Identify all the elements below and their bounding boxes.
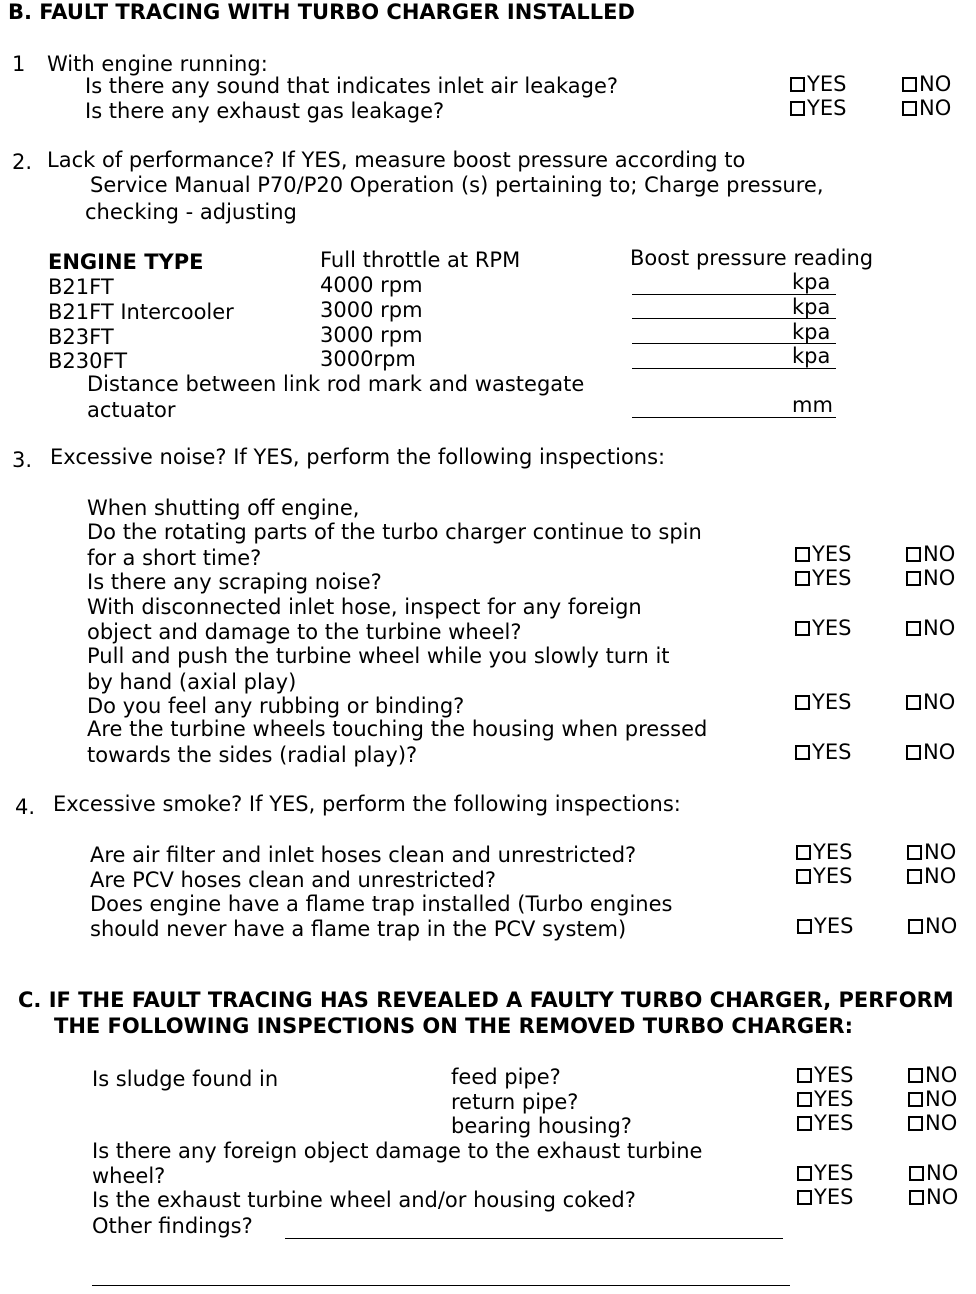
checkbox-square-icon — [906, 695, 921, 710]
yes-checkbox[interactable]: YES — [796, 840, 852, 864]
engine-type-cell: B21FT — [48, 275, 114, 299]
q2-line-3: checking - adjusting — [85, 200, 297, 224]
q3-line: towards the sides (radial play)? — [87, 743, 418, 767]
checkbox-square-icon — [907, 869, 922, 884]
q3-line: object and damage to the turbine wheel? — [87, 620, 522, 644]
sludge-location: return pipe? — [451, 1090, 579, 1114]
q2-line-2: Service Manual P70/P20 Operation (s) pertaining to; Charge pressure, — [90, 173, 824, 197]
q3-line: for a short time? — [87, 546, 262, 570]
section-c-line: wheel? — [92, 1164, 166, 1188]
section-c-title-line-1: C. IF THE FAULT TRACING HAS REVEALED A FAULTY TURBO CHARGER, PERFORM — [18, 988, 954, 1012]
engine-type-cell: B21FT Intercooler — [48, 300, 234, 324]
checkbox-square-icon — [908, 1068, 923, 1083]
sludge-location: feed pipe? — [451, 1065, 561, 1089]
checkbox-square-icon — [909, 1166, 924, 1181]
yes-checkbox[interactable]: YES — [795, 690, 851, 714]
q3-line: Pull and push the turbine wheel while you slowly turn it — [87, 644, 670, 668]
checkbox-square-icon — [797, 1190, 812, 1205]
checkbox-square-icon — [906, 621, 921, 636]
table-header-rpm: Full throttle at RPM — [320, 248, 521, 272]
no-checkbox[interactable]: NO — [902, 72, 951, 96]
boost-reading-field[interactable] — [632, 368, 836, 369]
rpm-cell: 4000 rpm — [320, 273, 423, 297]
yes-checkbox[interactable]: YES — [797, 1161, 853, 1185]
no-checkbox[interactable]: NO — [908, 1087, 957, 1111]
q4-line: Does engine have a flame trap installed (Turbo engines — [90, 892, 673, 916]
distance-label-line-1: Distance between link rod mark and wastegate — [87, 372, 585, 396]
unit-label: kpa — [792, 344, 831, 368]
checkbox-square-icon — [795, 571, 810, 586]
rpm-cell: 3000 rpm — [320, 323, 423, 347]
sludge-location: bearing housing? — [451, 1114, 632, 1138]
engine-type-cell: B230FT — [48, 349, 128, 373]
q3-line: Do you feel any rubbing or binding? — [87, 694, 465, 718]
q2-number: 2. — [12, 150, 33, 174]
q1-item-2: Is there any exhaust gas leakage? — [85, 99, 445, 123]
yes-checkbox[interactable]: YES — [790, 72, 846, 96]
checkbox-square-icon — [797, 1166, 812, 1181]
section-b-title: B. FAULT TRACING WITH TURBO CHARGER INSTALLED — [8, 0, 635, 24]
q4-line: Are PCV hoses clean and unrestricted? — [90, 868, 497, 892]
engine-type-cell: B23FT — [48, 325, 114, 349]
q3-line: Is there any scraping noise? — [87, 570, 382, 594]
checkbox-square-icon — [909, 1190, 924, 1205]
no-checkbox[interactable]: NO — [906, 566, 955, 590]
no-checkbox[interactable]: NO — [906, 740, 955, 764]
section-c-title-line-2: THE FOLLOWING INSPECTIONS ON THE REMOVED TURBO CHARGER: — [54, 1014, 853, 1038]
no-checkbox[interactable]: NO — [906, 616, 955, 640]
checkbox-square-icon — [906, 745, 921, 760]
table-header-engine-type: ENGINE TYPE — [48, 250, 204, 274]
checkbox-square-icon — [796, 845, 811, 860]
yes-checkbox[interactable]: YES — [795, 566, 851, 590]
no-checkbox[interactable]: NO — [906, 690, 955, 714]
yes-checkbox[interactable]: YES — [790, 96, 846, 120]
checkbox-square-icon — [908, 919, 923, 934]
q3-line: When shutting off engine, — [87, 496, 360, 520]
checkbox-square-icon — [797, 1116, 812, 1131]
q3-title: Excessive noise? If YES, perform the following inspections: — [50, 445, 666, 469]
checkbox-square-icon — [795, 621, 810, 636]
sludge-label: Is sludge found in — [92, 1067, 279, 1091]
yes-checkbox[interactable]: YES — [797, 1063, 853, 1087]
unit-label: kpa — [792, 320, 831, 344]
no-checkbox[interactable]: NO — [902, 96, 951, 120]
yes-checkbox[interactable]: YES — [797, 1185, 853, 1209]
checkbox-square-icon — [795, 745, 810, 760]
distance-reading-field[interactable] — [632, 417, 836, 418]
checkbox-square-icon — [790, 101, 805, 116]
rpm-cell: 3000 rpm — [320, 298, 423, 322]
no-checkbox[interactable]: NO — [906, 542, 955, 566]
no-checkbox[interactable]: NO — [907, 864, 956, 888]
q1-item-1: Is there any sound that indicates inlet air leakage? — [85, 74, 619, 98]
yes-checkbox[interactable]: YES — [795, 616, 851, 640]
no-checkbox[interactable]: NO — [909, 1185, 958, 1209]
q1-intro: With engine running: — [47, 52, 268, 76]
q3-line: by hand (axial play) — [87, 670, 297, 694]
checkbox-square-icon — [790, 77, 805, 92]
no-checkbox[interactable]: NO — [907, 840, 956, 864]
q3-line: Are the turbine wheels touching the housing when pressed — [87, 717, 708, 741]
q4-number: 4. — [15, 795, 36, 819]
section-c-line: Is the exhaust turbine wheel and/or housing coked? — [92, 1188, 636, 1212]
no-checkbox[interactable]: NO — [908, 914, 957, 938]
other-findings-label: Other findings? — [92, 1214, 253, 1238]
q3-line: Do the rotating parts of the turbo charger continue to spin — [87, 520, 702, 544]
q1-number: 1 — [12, 52, 26, 76]
yes-checkbox[interactable]: YES — [795, 542, 851, 566]
other-findings-field[interactable] — [285, 1238, 783, 1239]
checkbox-square-icon — [908, 1116, 923, 1131]
other-findings-field-continued[interactable] — [92, 1285, 790, 1286]
no-checkbox[interactable]: NO — [908, 1063, 957, 1087]
distance-label-line-2: actuator — [87, 398, 176, 422]
unit-label: kpa — [792, 295, 831, 319]
checkbox-square-icon — [906, 547, 921, 562]
checkbox-square-icon — [795, 547, 810, 562]
no-checkbox[interactable]: NO — [908, 1111, 957, 1135]
unit-label: kpa — [792, 270, 831, 294]
checkbox-square-icon — [902, 77, 917, 92]
checkbox-square-icon — [907, 845, 922, 860]
rpm-cell: 3000rpm — [320, 347, 416, 371]
yes-checkbox[interactable]: YES — [797, 914, 853, 938]
checkbox-square-icon — [796, 869, 811, 884]
checkbox-square-icon — [797, 919, 812, 934]
checkbox-square-icon — [797, 1068, 812, 1083]
q3-number: 3. — [12, 448, 33, 472]
yes-checkbox[interactable]: YES — [796, 864, 852, 888]
q4-title: Excessive smoke? If YES, perform the following inspections: — [53, 792, 681, 816]
checkbox-square-icon — [902, 101, 917, 116]
q2-line-1: Lack of performance? If YES, measure boost pressure according to — [47, 148, 746, 172]
no-checkbox[interactable]: NO — [909, 1161, 958, 1185]
yes-checkbox[interactable]: YES — [797, 1087, 853, 1111]
yes-checkbox[interactable]: YES — [797, 1111, 853, 1135]
checkbox-square-icon — [906, 571, 921, 586]
checkbox-square-icon — [795, 695, 810, 710]
q4-line: Are air filter and inlet hoses clean and unrestricted? — [90, 843, 637, 867]
checkbox-square-icon — [797, 1092, 812, 1107]
checkbox-square-icon — [908, 1092, 923, 1107]
q4-line: should never have a flame trap in the PCV system) — [90, 917, 627, 941]
section-c-line: Is there any foreign object damage to the exhaust turbine — [92, 1139, 703, 1163]
table-header-boost: Boost pressure reading — [630, 246, 874, 270]
unit-label: mm — [792, 393, 833, 417]
yes-checkbox[interactable]: YES — [795, 740, 851, 764]
q3-line: With disconnected inlet hose, inspect for any foreign — [87, 595, 642, 619]
